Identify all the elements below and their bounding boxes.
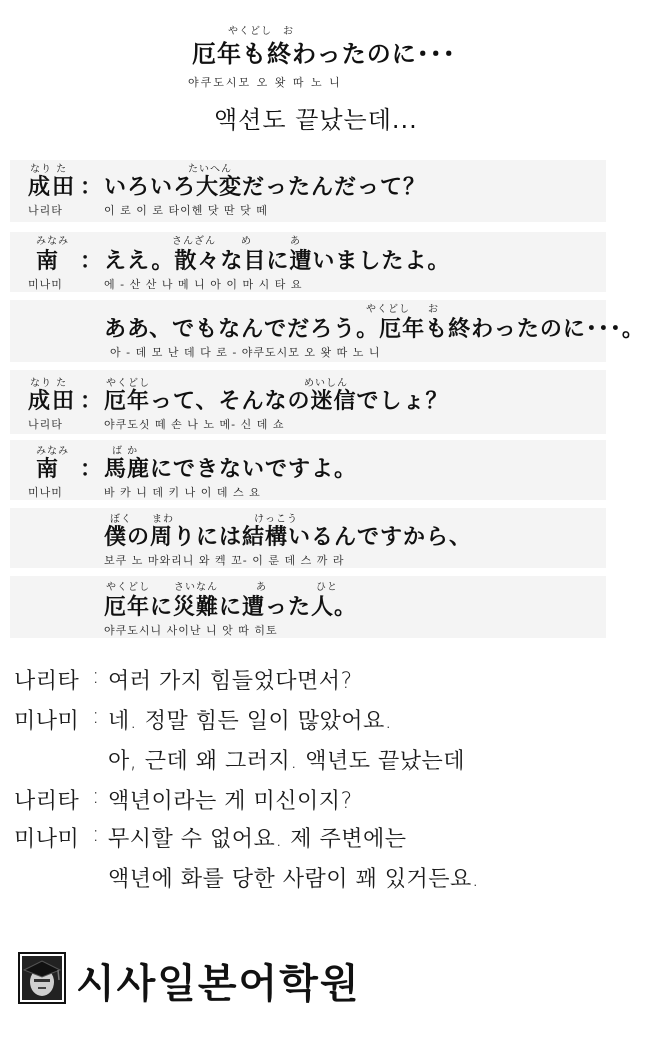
pronunciation: 아 - 데 모 난 데 다 로 - 야쿠도시모 오 왓 따 노 니 bbox=[110, 346, 381, 359]
translation-text: 액년이라는 게 미신이지? bbox=[108, 789, 353, 814]
line-ruby: め bbox=[241, 236, 252, 247]
line-ruby: さんざん bbox=[172, 236, 216, 247]
line-ruby: やくどし bbox=[106, 582, 150, 593]
dialogue-line: ええ。散々な目に遭いましたよ。 bbox=[104, 249, 451, 274]
pronunciation: 이 로 이 로 타이헨 닷 딴 닷 떼 bbox=[104, 204, 268, 217]
speaker-colon: ： bbox=[80, 249, 103, 274]
translation-text: 네. 정말 힘든 일이 많았어요. bbox=[108, 709, 393, 734]
speaker-name: 南 bbox=[36, 457, 61, 482]
pron-label: 미나미 bbox=[28, 278, 63, 291]
translation-colon: : bbox=[92, 784, 100, 809]
line-ruby: めいしん bbox=[304, 378, 348, 389]
speaker-colon: ： bbox=[80, 457, 103, 482]
speaker-ruby: なり た bbox=[30, 378, 68, 389]
dialogue-line: 僕の周りには結構いるんですから、 bbox=[104, 525, 473, 550]
translation-speaker: 미나미 bbox=[14, 827, 80, 852]
line-ruby: あ bbox=[290, 236, 301, 247]
line-ruby: たいへん bbox=[188, 164, 232, 175]
line-ruby: ば か bbox=[112, 446, 139, 457]
translation-colon: : bbox=[92, 664, 100, 689]
dialogue-line: ああ、でもなんでだろう。厄年も終わったのに･･･。 bbox=[104, 317, 645, 342]
speaker-colon: ： bbox=[80, 175, 103, 200]
title-japanese: 厄年も終わったのに･･･ bbox=[192, 40, 456, 68]
translation-colon: : bbox=[92, 704, 100, 729]
dialogue-line: 厄年って、そんなの迷信でしょ？ bbox=[104, 389, 449, 414]
pron-label: 나리타 bbox=[28, 204, 63, 217]
line-ruby: お bbox=[428, 304, 439, 315]
speaker-colon: ： bbox=[80, 389, 103, 414]
pronunciation: 바 카 니 데 키 나 이 데 스 요 bbox=[104, 486, 261, 499]
speaker-name: 南 bbox=[36, 249, 61, 274]
speaker-ruby: なり た bbox=[30, 164, 68, 175]
graduate-cap-icon bbox=[18, 952, 66, 1004]
line-ruby: やくどし bbox=[106, 378, 150, 389]
dialogue-line: 馬鹿にできないですよ。 bbox=[104, 457, 358, 482]
line-ruby: やくどし bbox=[366, 304, 410, 315]
translation-speaker: 나리타 bbox=[14, 789, 80, 814]
pron-label: 미나미 bbox=[28, 486, 63, 499]
speaker-ruby: みなみ bbox=[36, 236, 69, 247]
line-ruby: さいなん bbox=[174, 582, 218, 593]
translation-speaker: 나리타 bbox=[14, 669, 80, 694]
pronunciation: 에 - 산 산 나 메 니 아 이 마 시 타 요 bbox=[104, 278, 303, 291]
line-ruby: ぼく bbox=[110, 514, 132, 525]
title-ruby-yakudoshi: やくどし bbox=[228, 26, 272, 37]
translation-speaker: 미나미 bbox=[14, 709, 80, 734]
speaker-ruby: みなみ bbox=[36, 446, 69, 457]
pronunciation: 야쿠도싯 떼 손 나 노 메- 신 데 쇼 bbox=[104, 418, 285, 431]
line-ruby: あ bbox=[256, 582, 267, 593]
translation-text: 아, 근데 왜 그러지. 액년도 끝났는데 bbox=[108, 749, 465, 774]
translation-colon: : bbox=[92, 822, 100, 847]
speaker-name: 成田 bbox=[28, 175, 77, 200]
dialogue-line: 厄年に災難に遭った人。 bbox=[104, 595, 358, 620]
title-pronunciation: 야쿠도시모 오 왓 따 노 니 bbox=[188, 76, 342, 89]
line-ruby: けっこう bbox=[254, 514, 298, 525]
dialogue-line: いろいろ大変だったんだって？ bbox=[104, 175, 427, 200]
title-korean: 액션도 끝났는데... bbox=[214, 106, 418, 134]
pronunciation: 보쿠 노 마와리니 와 켁 꼬- 이 룬 데 스 까 라 bbox=[104, 554, 345, 567]
translation-text: 여러 가지 힘들었다면서? bbox=[108, 669, 353, 694]
speaker-name: 成田 bbox=[28, 389, 77, 414]
translation-text: 무시할 수 없어요. 제 주변에는 bbox=[108, 827, 407, 852]
logo-text: 시사일본어학원 bbox=[76, 961, 361, 1007]
pron-label: 나리타 bbox=[28, 418, 63, 431]
title-ruby-o: お bbox=[283, 26, 294, 37]
translation-text: 액년에 화를 당한 사람이 꽤 있거든요. bbox=[108, 867, 480, 892]
pronunciation: 야쿠도시니 사이난 니 앗 따 히토 bbox=[104, 624, 278, 637]
line-ruby: ひと bbox=[316, 582, 338, 593]
line-ruby: まわ bbox=[152, 514, 174, 525]
